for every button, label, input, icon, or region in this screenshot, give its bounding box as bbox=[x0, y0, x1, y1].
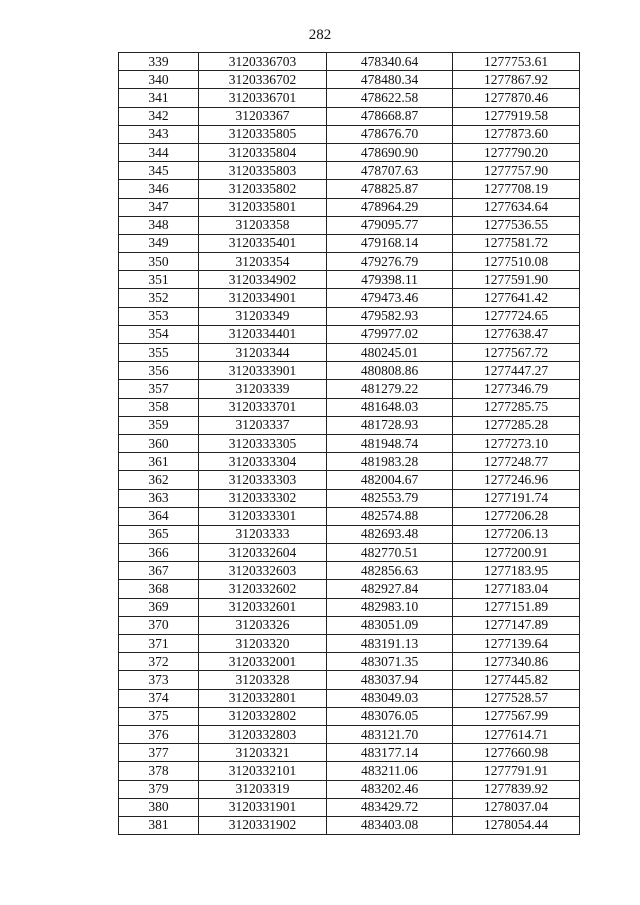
point-code-cell: 3120332601 bbox=[199, 598, 327, 616]
point-code-cell: 3120333301 bbox=[199, 507, 327, 525]
x-coordinate-cell: 483049.03 bbox=[327, 689, 453, 707]
point-code-cell: 3120332603 bbox=[199, 562, 327, 580]
row-number-cell: 370 bbox=[119, 616, 199, 634]
point-code-cell: 31203358 bbox=[199, 216, 327, 234]
row-number-cell: 346 bbox=[119, 180, 199, 198]
y-coordinate-cell: 1277757.90 bbox=[453, 162, 580, 180]
table-row bbox=[119, 507, 580, 525]
table-row bbox=[119, 671, 580, 689]
row-number-cell: 348 bbox=[119, 216, 199, 234]
y-coordinate-cell: 1277445.82 bbox=[453, 671, 580, 689]
point-code-cell: 31203320 bbox=[199, 635, 327, 653]
point-code-cell: 3120335802 bbox=[199, 180, 327, 198]
row-number-cell: 358 bbox=[119, 398, 199, 416]
point-code-cell: 3120332001 bbox=[199, 653, 327, 671]
x-coordinate-cell: 482983.10 bbox=[327, 598, 453, 616]
y-coordinate-cell: 1277447.27 bbox=[453, 362, 580, 380]
y-coordinate-cell: 1277634.64 bbox=[453, 198, 580, 216]
row-number-cell: 372 bbox=[119, 653, 199, 671]
row-number-cell: 379 bbox=[119, 780, 199, 798]
point-code-cell: 31203339 bbox=[199, 380, 327, 398]
point-code-cell: 31203337 bbox=[199, 416, 327, 434]
x-coordinate-cell: 478825.87 bbox=[327, 180, 453, 198]
row-number-cell: 351 bbox=[119, 271, 199, 289]
y-coordinate-cell: 1277248.77 bbox=[453, 453, 580, 471]
y-coordinate-cell: 1277790.20 bbox=[453, 143, 580, 161]
point-code-cell: 3120333302 bbox=[199, 489, 327, 507]
x-coordinate-cell: 481983.28 bbox=[327, 453, 453, 471]
point-code-cell: 3120333701 bbox=[199, 398, 327, 416]
point-code-cell: 3120332803 bbox=[199, 725, 327, 743]
row-number-cell: 362 bbox=[119, 471, 199, 489]
table-row bbox=[119, 398, 580, 416]
table-row bbox=[119, 416, 580, 434]
y-coordinate-cell: 1277191.74 bbox=[453, 489, 580, 507]
table-row bbox=[119, 180, 580, 198]
row-number-cell: 345 bbox=[119, 162, 199, 180]
table-row bbox=[119, 325, 580, 343]
row-number-cell: 371 bbox=[119, 635, 199, 653]
x-coordinate-cell: 479977.02 bbox=[327, 325, 453, 343]
y-coordinate-cell: 1277200.91 bbox=[453, 544, 580, 562]
x-coordinate-cell: 482856.63 bbox=[327, 562, 453, 580]
y-coordinate-cell: 1277246.96 bbox=[453, 471, 580, 489]
table-row bbox=[119, 471, 580, 489]
point-code-cell: 3120335401 bbox=[199, 234, 327, 252]
row-number-cell: 350 bbox=[119, 253, 199, 271]
point-code-cell: 3120332604 bbox=[199, 544, 327, 562]
row-number-cell: 374 bbox=[119, 689, 199, 707]
table-row bbox=[119, 162, 580, 180]
point-code-cell: 3120335804 bbox=[199, 143, 327, 161]
x-coordinate-cell: 480245.01 bbox=[327, 344, 453, 362]
x-coordinate-cell: 483191.13 bbox=[327, 635, 453, 653]
y-coordinate-cell: 1277591.90 bbox=[453, 271, 580, 289]
row-number-cell: 364 bbox=[119, 507, 199, 525]
y-coordinate-cell: 1277867.92 bbox=[453, 71, 580, 89]
y-coordinate-cell: 1277660.98 bbox=[453, 744, 580, 762]
x-coordinate-cell: 478480.34 bbox=[327, 71, 453, 89]
point-code-cell: 3120333901 bbox=[199, 362, 327, 380]
x-coordinate-cell: 480808.86 bbox=[327, 362, 453, 380]
y-coordinate-cell: 1277870.46 bbox=[453, 89, 580, 107]
x-coordinate-cell: 483037.94 bbox=[327, 671, 453, 689]
point-code-cell: 3120335805 bbox=[199, 125, 327, 143]
point-code-cell: 3120335801 bbox=[199, 198, 327, 216]
table-row bbox=[119, 71, 580, 89]
table-row bbox=[119, 635, 580, 653]
x-coordinate-cell: 483202.46 bbox=[327, 780, 453, 798]
table-row bbox=[119, 707, 580, 725]
row-number-cell: 353 bbox=[119, 307, 199, 325]
row-number-cell: 359 bbox=[119, 416, 199, 434]
row-number-cell: 380 bbox=[119, 798, 199, 816]
row-number-cell: 360 bbox=[119, 434, 199, 452]
row-number-cell: 343 bbox=[119, 125, 199, 143]
x-coordinate-cell: 479582.93 bbox=[327, 307, 453, 325]
row-number-cell: 344 bbox=[119, 143, 199, 161]
point-code-cell: 3120334401 bbox=[199, 325, 327, 343]
y-coordinate-cell: 1277708.19 bbox=[453, 180, 580, 198]
row-number-cell: 356 bbox=[119, 362, 199, 380]
x-coordinate-cell: 478668.87 bbox=[327, 107, 453, 125]
x-coordinate-cell: 478964.29 bbox=[327, 198, 453, 216]
y-coordinate-cell: 1277528.57 bbox=[453, 689, 580, 707]
x-coordinate-cell: 478690.90 bbox=[327, 143, 453, 161]
point-code-cell: 3120336701 bbox=[199, 89, 327, 107]
table-body bbox=[119, 53, 580, 835]
x-coordinate-cell: 481648.03 bbox=[327, 398, 453, 416]
row-number-cell: 339 bbox=[119, 53, 199, 71]
y-coordinate-cell: 1277839.92 bbox=[453, 780, 580, 798]
y-coordinate-cell: 1277183.04 bbox=[453, 580, 580, 598]
table-row bbox=[119, 489, 580, 507]
point-code-cell: 3120332802 bbox=[199, 707, 327, 725]
page-number: 282 bbox=[308, 27, 332, 43]
x-coordinate-cell: 479168.14 bbox=[327, 234, 453, 252]
table-row bbox=[119, 616, 580, 634]
x-coordinate-cell: 483051.09 bbox=[327, 616, 453, 634]
row-number-cell: 357 bbox=[119, 380, 199, 398]
x-coordinate-cell: 482004.67 bbox=[327, 471, 453, 489]
row-number-cell: 365 bbox=[119, 525, 199, 543]
table-row bbox=[119, 744, 580, 762]
point-code-cell: 31203367 bbox=[199, 107, 327, 125]
row-number-cell: 377 bbox=[119, 744, 199, 762]
point-code-cell: 3120334902 bbox=[199, 271, 327, 289]
y-coordinate-cell: 1277567.72 bbox=[453, 344, 580, 362]
point-code-cell: 3120336703 bbox=[199, 53, 327, 71]
row-number-cell: 366 bbox=[119, 544, 199, 562]
point-code-cell: 31203326 bbox=[199, 616, 327, 634]
table-row bbox=[119, 816, 580, 834]
table-row bbox=[119, 253, 580, 271]
y-coordinate-cell: 1277285.75 bbox=[453, 398, 580, 416]
x-coordinate-cell: 479473.46 bbox=[327, 289, 453, 307]
point-code-cell: 3120332101 bbox=[199, 762, 327, 780]
row-number-cell: 378 bbox=[119, 762, 199, 780]
point-code-cell: 31203319 bbox=[199, 780, 327, 798]
x-coordinate-cell: 483429.72 bbox=[327, 798, 453, 816]
y-coordinate-cell: 1277753.61 bbox=[453, 53, 580, 71]
y-coordinate-cell: 1277206.13 bbox=[453, 525, 580, 543]
x-coordinate-cell: 478676.70 bbox=[327, 125, 453, 143]
row-number-cell: 355 bbox=[119, 344, 199, 362]
row-number-cell: 361 bbox=[119, 453, 199, 471]
y-coordinate-cell: 1277641.42 bbox=[453, 289, 580, 307]
table-row bbox=[119, 798, 580, 816]
point-code-cell: 3120333304 bbox=[199, 453, 327, 471]
y-coordinate-cell: 1277919.58 bbox=[453, 107, 580, 125]
x-coordinate-cell: 482574.88 bbox=[327, 507, 453, 525]
y-coordinate-cell: 1277346.79 bbox=[453, 380, 580, 398]
y-coordinate-cell: 1277614.71 bbox=[453, 725, 580, 743]
y-coordinate-cell: 1278037.04 bbox=[453, 798, 580, 816]
table-row bbox=[119, 89, 580, 107]
table-row bbox=[119, 689, 580, 707]
x-coordinate-cell: 479095.77 bbox=[327, 216, 453, 234]
x-coordinate-cell: 482553.79 bbox=[327, 489, 453, 507]
x-coordinate-cell: 481728.93 bbox=[327, 416, 453, 434]
point-code-cell: 3120332602 bbox=[199, 580, 327, 598]
row-number-cell: 373 bbox=[119, 671, 199, 689]
table-row bbox=[119, 580, 580, 598]
y-coordinate-cell: 1277147.89 bbox=[453, 616, 580, 634]
row-number-cell: 349 bbox=[119, 234, 199, 252]
x-coordinate-cell: 483177.14 bbox=[327, 744, 453, 762]
x-coordinate-cell: 483071.35 bbox=[327, 653, 453, 671]
point-code-cell: 31203344 bbox=[199, 344, 327, 362]
y-coordinate-cell: 1277206.28 bbox=[453, 507, 580, 525]
table-row bbox=[119, 234, 580, 252]
x-coordinate-cell: 478707.63 bbox=[327, 162, 453, 180]
row-number-cell: 352 bbox=[119, 289, 199, 307]
row-number-cell: 369 bbox=[119, 598, 199, 616]
table-row bbox=[119, 380, 580, 398]
row-number-cell: 368 bbox=[119, 580, 199, 598]
point-code-cell: 3120332801 bbox=[199, 689, 327, 707]
y-coordinate-cell: 1277567.99 bbox=[453, 707, 580, 725]
table-row bbox=[119, 544, 580, 562]
table-row bbox=[119, 653, 580, 671]
y-coordinate-cell: 1277510.08 bbox=[453, 253, 580, 271]
y-coordinate-cell: 1278054.44 bbox=[453, 816, 580, 834]
y-coordinate-cell: 1277273.10 bbox=[453, 434, 580, 452]
row-number-cell: 381 bbox=[119, 816, 199, 834]
x-coordinate-cell: 482693.48 bbox=[327, 525, 453, 543]
row-number-cell: 354 bbox=[119, 325, 199, 343]
y-coordinate-cell: 1277151.89 bbox=[453, 598, 580, 616]
row-number-cell: 376 bbox=[119, 725, 199, 743]
y-coordinate-cell: 1277581.72 bbox=[453, 234, 580, 252]
table-row bbox=[119, 453, 580, 471]
table-row bbox=[119, 562, 580, 580]
table-row bbox=[119, 271, 580, 289]
row-number-cell: 340 bbox=[119, 71, 199, 89]
x-coordinate-cell: 483121.70 bbox=[327, 725, 453, 743]
point-code-cell: 31203321 bbox=[199, 744, 327, 762]
point-code-cell: 31203328 bbox=[199, 671, 327, 689]
point-code-cell: 31203354 bbox=[199, 253, 327, 271]
x-coordinate-cell: 483403.08 bbox=[327, 816, 453, 834]
table-row bbox=[119, 216, 580, 234]
row-number-cell: 342 bbox=[119, 107, 199, 125]
x-coordinate-cell: 481279.22 bbox=[327, 380, 453, 398]
y-coordinate-cell: 1277183.95 bbox=[453, 562, 580, 580]
coordinates-table bbox=[118, 52, 580, 835]
x-coordinate-cell: 481948.74 bbox=[327, 434, 453, 452]
table-row bbox=[119, 780, 580, 798]
table-row bbox=[119, 198, 580, 216]
table-row bbox=[119, 362, 580, 380]
table-row bbox=[119, 344, 580, 362]
table-row bbox=[119, 107, 580, 125]
point-code-cell: 3120336702 bbox=[199, 71, 327, 89]
x-coordinate-cell: 482770.51 bbox=[327, 544, 453, 562]
point-code-cell: 31203333 bbox=[199, 525, 327, 543]
point-code-cell: 3120333305 bbox=[199, 434, 327, 452]
table-row bbox=[119, 289, 580, 307]
row-number-cell: 363 bbox=[119, 489, 199, 507]
point-code-cell: 31203349 bbox=[199, 307, 327, 325]
x-coordinate-cell: 479276.79 bbox=[327, 253, 453, 271]
x-coordinate-cell: 478340.64 bbox=[327, 53, 453, 71]
point-code-cell: 3120334901 bbox=[199, 289, 327, 307]
y-coordinate-cell: 1277340.86 bbox=[453, 653, 580, 671]
table-row bbox=[119, 143, 580, 161]
row-number-cell: 341 bbox=[119, 89, 199, 107]
table-row bbox=[119, 598, 580, 616]
x-coordinate-cell: 478622.58 bbox=[327, 89, 453, 107]
row-number-cell: 347 bbox=[119, 198, 199, 216]
y-coordinate-cell: 1277873.60 bbox=[453, 125, 580, 143]
y-coordinate-cell: 1277724.65 bbox=[453, 307, 580, 325]
y-coordinate-cell: 1277638.47 bbox=[453, 325, 580, 343]
y-coordinate-cell: 1277285.28 bbox=[453, 416, 580, 434]
point-code-cell: 3120335803 bbox=[199, 162, 327, 180]
row-number-cell: 375 bbox=[119, 707, 199, 725]
table-row bbox=[119, 525, 580, 543]
x-coordinate-cell: 479398.11 bbox=[327, 271, 453, 289]
table-row bbox=[119, 762, 580, 780]
y-coordinate-cell: 1277139.64 bbox=[453, 635, 580, 653]
y-coordinate-cell: 1277791.91 bbox=[453, 762, 580, 780]
row-number-cell: 367 bbox=[119, 562, 199, 580]
point-code-cell: 3120331902 bbox=[199, 816, 327, 834]
x-coordinate-cell: 483211.06 bbox=[327, 762, 453, 780]
table-row bbox=[119, 434, 580, 452]
table-row bbox=[119, 53, 580, 71]
point-code-cell: 3120331901 bbox=[199, 798, 327, 816]
table-row bbox=[119, 125, 580, 143]
point-code-cell: 3120333303 bbox=[199, 471, 327, 489]
table-row bbox=[119, 725, 580, 743]
x-coordinate-cell: 483076.05 bbox=[327, 707, 453, 725]
y-coordinate-cell: 1277536.55 bbox=[453, 216, 580, 234]
table-row bbox=[119, 307, 580, 325]
x-coordinate-cell: 482927.84 bbox=[327, 580, 453, 598]
